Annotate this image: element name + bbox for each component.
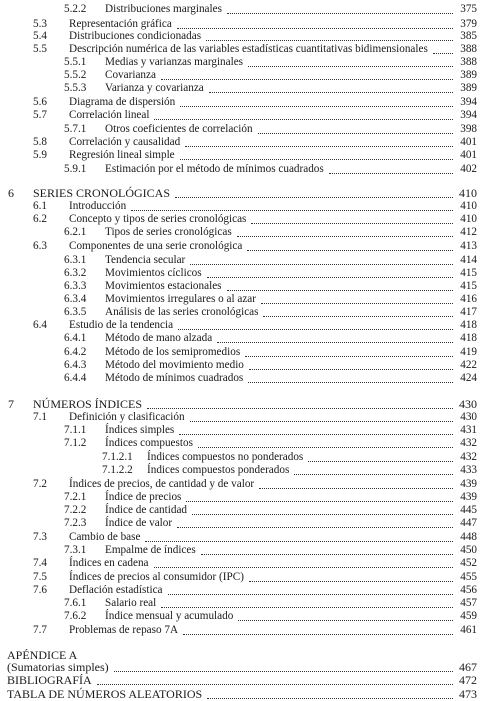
toc-entry-number: 5.6 [33,96,47,108]
dot-leader [259,488,453,489]
dot-leader [183,634,453,635]
dot-leader [227,290,453,291]
dot-leader [180,159,453,160]
toc-entry-number: 6.3 [33,240,47,252]
dot-leader [248,66,453,67]
toc-entry-title: Empalme de índices [105,544,196,556]
toc-entry-title: Índice de cantidad [105,504,187,516]
toc-entry-number: 7.4 [33,557,47,569]
toc-entry-title: Estudio de la tendencia [69,319,174,331]
toc-entry-page: 401 [460,149,477,161]
toc-entry-number: 6.3.5 [64,306,87,318]
dot-leader [201,554,453,555]
dot-leader [168,594,453,595]
dot-leader [433,53,453,54]
toc-entry-number: 6.3.1 [64,254,87,266]
toc-entry-number: 6.1 [33,200,47,212]
toc-entry-page: 394 [460,109,477,121]
toc-entry-title: Movimientos estacionales [105,280,222,292]
toc-entry-number: 5.5.2 [64,69,87,81]
toc-entry-page: 401 [460,136,477,148]
toc-entry-title: Varianza y covarianza [105,82,204,94]
dot-leader [177,28,453,29]
toc-entry [0,531,484,544]
toc-entry-page: 452 [460,557,477,569]
toc-entry [0,213,484,226]
toc-entry-page: 394 [460,96,477,108]
toc-entry-page: 418 [460,332,477,344]
toc-entry-title: Estimación por el método de mínimos cuadrados [105,163,324,175]
toc-entry-page: 433 [460,464,477,476]
toc-entry-number: 5.5.3 [64,82,87,94]
toc-entry-number: 7.6.2 [64,610,87,622]
toc-entry [0,610,484,623]
toc-entry-number: 7.2.1 [64,491,87,503]
toc-entry-title: Definición y clasificación [69,411,185,423]
toc-entry [0,319,484,332]
toc-entry-number: 7.1 [33,411,47,423]
dot-leader [154,567,453,568]
toc-entry [0,109,484,122]
toc-entry-number: 6.3.3 [64,280,87,292]
toc-entry [0,411,484,424]
dot-leader [263,316,453,317]
toc-entry [0,267,484,280]
toc-entry-title: Cambio de base [69,531,141,543]
toc-entry [0,504,484,517]
toc-entry-page: 457 [460,597,477,609]
toc-entry-title: Descripción numérica de las variables estadísticas cuantitativas bidimensionales [69,43,428,55]
toc-entry-title: APÉNDICE A [7,648,78,662]
toc-entry-page: 455 [460,571,477,583]
toc-entry-page: 447 [460,517,477,529]
toc-entry [0,464,484,477]
toc-entry-page: 450 [460,544,477,556]
dot-leader [209,92,453,93]
dot-leader [179,434,453,435]
toc-entry-page: 424 [460,372,477,384]
toc-entry-page: 417 [460,306,477,318]
dot-leader [161,607,453,608]
dot-leader [251,223,453,224]
toc-entry-page: 459 [460,610,477,622]
toc-entry-page: 472 [459,673,477,687]
toc-entry [0,491,484,504]
toc-entry-title: TABLA DE NÚMEROS ALEATORIOS [7,687,203,701]
toc-entry [0,240,484,253]
toc-entry-title: BIBLIOGRAFÍA [7,673,92,687]
toc-entry-title: Movimientos cíclicos [105,267,202,279]
toc-entry-title: Tipos de series cronológicas [105,226,232,238]
toc-entry-number: 7.1.2.1 [102,451,133,463]
toc-entry-number: 6.4.4 [64,372,87,384]
toc-entry-title: Método del movimiento medio [105,359,244,371]
toc-entry-page: 419 [460,346,477,358]
toc-entry [0,332,484,345]
toc-entry [0,478,484,491]
dot-leader [258,133,453,134]
dot-leader [207,277,453,278]
toc-entry-number: 6.4.3 [64,359,87,371]
toc-entry-number: 6.3.4 [64,293,87,305]
toc-entry-page: 398 [460,123,477,135]
toc-entry-number: 5.9.1 [64,163,87,175]
toc-entry-title: Índices compuestos no ponderados [147,451,304,463]
toc-entry [0,163,484,176]
toc-entry-title: Deflación estadística [69,584,163,596]
toc-entry-page: 402 [460,163,477,175]
toc-entry [0,306,484,319]
dot-leader [192,514,453,515]
toc-entry [0,226,484,239]
toc-entry [0,136,484,149]
toc-entry-page: 410 [460,213,477,225]
dot-leader [97,684,453,685]
dot-leader [185,146,453,147]
toc-entry-page: 410 [459,186,477,200]
toc-entry-title: Análisis de las series cronológicas [105,306,259,318]
toc-entry-number: 7.2 [33,478,47,490]
toc-entry-number: 5.5.1 [64,56,87,68]
toc-entry-number: 7.2.3 [64,517,87,529]
toc-entry-page: 415 [460,267,477,279]
toc-entry-page: 432 [460,451,477,463]
toc-entry-number: 6.3.2 [64,267,87,279]
toc-entry-page: 431 [460,424,477,436]
toc-entry [0,597,484,610]
dot-leader [237,236,453,237]
toc-entry-number: 5.3 [33,18,47,30]
toc-entry [0,571,484,584]
toc-entry [0,82,484,95]
dot-leader [249,369,453,370]
toc-entry-page: 410 [460,200,477,212]
toc-entry-title: Distribuciones condicionadas [69,30,202,42]
toc-entry [0,359,484,372]
toc-entry-page: 415 [460,280,477,292]
dot-leader [147,408,453,409]
toc-entry-number: 7.1.2 [64,437,87,449]
toc-entry [0,346,484,359]
toc-entry-title: Índices de precios al consumidor (IPC) [69,571,244,583]
toc-entry-number: 7.7 [33,624,47,636]
toc-entry-page: 389 [460,82,477,94]
toc-entry [0,517,484,530]
toc-entry-title: Índices compuestos ponderados [147,464,290,476]
dot-leader [261,303,453,304]
toc-entry-page: 412 [460,226,477,238]
toc-entry-title: Movimientos irregulares o al azar [105,293,256,305]
toc-entry-number: 5.9 [33,149,47,161]
dot-leader [175,197,453,198]
toc-entry-title: NÚMEROS ÍNDICES [33,397,143,411]
toc-entry-number: 5.8 [33,136,47,148]
toc-entry [0,674,484,687]
toc-entry-page: 430 [460,411,477,423]
toc-entry-number: 7.3.1 [64,544,87,556]
toc-entry-title: Diagrama de dispersión [69,96,176,108]
toc-entry [0,123,484,136]
dot-leader [198,447,453,448]
toc-entry-number: 7.1.1 [64,424,87,436]
toc-entry-title: Otros coeficientes de correlación [105,123,253,135]
dot-leader [154,119,453,120]
toc-entry-title: Tendencia secular [105,254,186,266]
toc-entry-number: 7.6 [33,584,47,596]
toc-entry [0,280,484,293]
dot-leader [114,671,453,672]
dot-leader [161,79,453,80]
dot-leader [131,210,453,211]
toc-entry [0,56,484,69]
toc-entry-page: 439 [460,491,477,503]
toc-entry-title: Problemas de repaso 7A [69,624,179,636]
dot-leader [294,474,453,475]
toc-entry-number: 5.7 [33,109,47,121]
toc-entry-number: 6.2.1 [64,226,87,238]
dot-leader [227,13,453,14]
toc-entry-title: Índice de valor [105,517,173,529]
dot-leader [245,356,453,357]
toc-entry-title: Método de los semipromedios [105,346,241,358]
toc-entry-title: Regresión lineal simple [69,149,175,161]
toc-entry-number: 6.4 [33,319,47,331]
toc-entry [0,398,484,411]
toc-entry-number: 5.2.2 [64,3,87,15]
toc-entry-page: 388 [460,43,477,55]
dot-leader [190,264,453,265]
toc-entry-page: 416 [460,293,477,305]
toc-entry [0,293,484,306]
toc-entry-title: Concepto y tipos de series cronológicas [69,213,247,225]
toc-entry [0,69,484,82]
dot-leader [180,106,453,107]
toc-entry-title: Correlación lineal [69,109,150,121]
toc-entry-page: 389 [460,69,477,81]
toc-entry-title: (Sumatorias simples) [7,660,109,674]
dot-leader [329,173,453,174]
toc-entry [0,43,484,56]
toc-entry [0,557,484,570]
toc-entry-number: 6.4.2 [64,346,87,358]
toc-entry-number: 7 [8,397,14,411]
toc-entry [0,187,484,200]
toc-entry [0,544,484,557]
toc-entry-number: 5.4 [33,30,47,42]
toc-entry-page: 461 [460,624,477,636]
toc-entry-number: 5.5 [33,43,47,55]
dot-leader [217,342,453,343]
dot-leader [206,40,453,41]
toc-entry-title: Método de mano alzada [105,332,213,344]
toc-entry [0,3,484,16]
toc-entry-number: 7.3 [33,531,47,543]
toc-entry-title: Distribuciones marginales [105,3,222,15]
toc-entry-page: 445 [460,504,477,516]
toc-entry [0,96,484,109]
toc-entry-page: 414 [460,254,477,266]
dot-leader [249,581,453,582]
toc-entry-number: 5.7.1 [64,123,87,135]
toc-entry-page: 385 [460,30,477,42]
toc-entry-title: Medias y varianzas marginales [105,56,244,68]
toc-entry-page: 388 [460,56,477,68]
toc-entry-page: 467 [459,660,477,674]
toc-entry [0,437,484,450]
toc-entry-number: 7.1.2.2 [102,464,133,476]
dot-leader [247,250,453,251]
toc-entry-number: 7.5 [33,571,47,583]
toc-entry-page: 473 [459,687,477,701]
toc-entry-page: 448 [460,531,477,543]
toc-entry [0,200,484,213]
toc-entry-title: Representación gráfica [69,18,172,30]
toc-entry-title: Introducción [69,200,127,212]
toc-entry [0,254,484,267]
toc-entry [0,584,484,597]
toc-entry-number: 7.2.2 [64,504,87,516]
toc-entry-title: Correlación y causalidad [69,136,181,148]
toc-entry [0,624,484,637]
toc-entry [0,451,484,464]
dot-leader [145,541,453,542]
toc-entry-title: Método de mínimos cuadrados [105,372,244,384]
dot-leader [178,329,453,330]
toc-entry-number: 6.2 [33,213,47,225]
toc-entry-page: 439 [460,478,477,490]
toc-entry-number: 7.6.1 [64,597,87,609]
toc-entry-page: 418 [460,319,477,331]
toc-entry-page: 456 [460,584,477,596]
toc-entry-title: Índice de precios [105,491,182,503]
toc-entry-title: Índices compuestos [105,437,193,449]
toc-entry-title: Índice mensual y acumulado [105,610,234,622]
toc-entry-title: Covarianza [105,69,156,81]
toc-entry [0,30,484,43]
toc-entry-number: 6 [8,186,14,200]
toc-entry-number: 6.4.1 [64,332,87,344]
toc-entry [0,424,484,437]
dot-leader [207,698,453,699]
toc-entry-title: Índices en cadena [69,557,149,569]
dot-leader [248,382,453,383]
toc-entry [0,688,484,701]
dot-leader [186,501,453,502]
toc-entry-page: 430 [459,397,477,411]
dot-leader [238,620,453,621]
dot-leader [177,527,453,528]
dot-leader [190,421,453,422]
toc-entry-page: 413 [460,240,477,252]
dot-leader [308,461,453,462]
toc-entry-page: 422 [460,359,477,371]
toc-entry [0,149,484,162]
toc-entry-title: SERIES CRONOLÓGICAS [33,186,171,200]
toc-entry [0,372,484,385]
toc-entry-page: 432 [460,437,477,449]
toc-entry-page: 375 [460,3,477,15]
toc-entry-title: Componentes de una serie cronológica [69,240,243,252]
toc-entry-title: Salario real [105,597,157,609]
toc-entry-title: Índices de precios, de cantidad y de valor [69,478,255,490]
toc-entry-page: 379 [460,18,477,30]
toc-entry-title: Índices simples [105,424,175,436]
